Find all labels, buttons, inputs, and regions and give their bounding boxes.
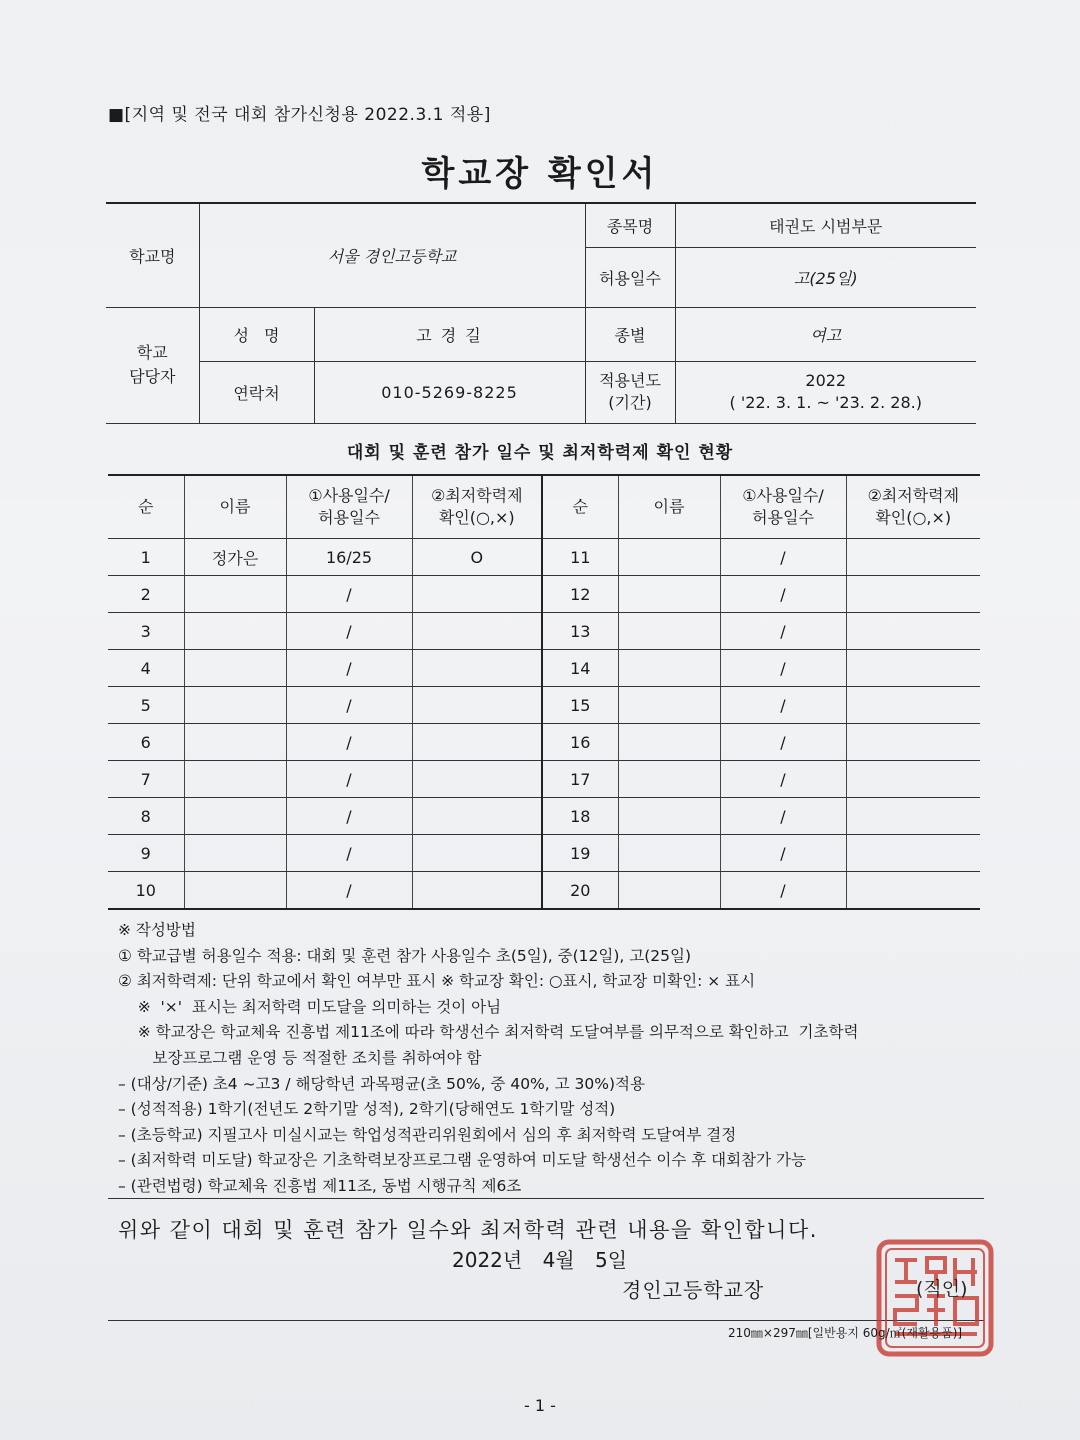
- manager-name-label: 성 명: [199, 307, 314, 361]
- table-row: [108, 687, 980, 724]
- row-check: [412, 650, 542, 687]
- row-name: [184, 761, 286, 798]
- note-line: – (성적적용) 1학기(전년도 2학기말 성적), 2학기(당해연도 1학기말 성적): [118, 1100, 616, 1119]
- row-check: [412, 576, 542, 613]
- confirmation-text: 위와 같이 대회 및 훈련 참가 일수와 최저학력 관련 내용을 확인합니다.: [118, 1218, 818, 1242]
- row-check: [846, 798, 980, 835]
- row-days: /: [720, 761, 846, 798]
- note-line: – (대상/기준) 초4 ~고3 / 해당학년 과목평균(초 50%, 중 40%, 고 30%)적용: [118, 1074, 645, 1093]
- row-name: [184, 613, 286, 650]
- event-label: 종목명: [585, 203, 675, 247]
- row-days: /: [286, 576, 412, 613]
- manager-name-value: 고 경 길: [314, 307, 585, 361]
- row-check: [846, 687, 980, 724]
- row-days: /: [286, 761, 412, 798]
- status-title: 대회 및 훈련 참가 일수 및 최저학력제 확인 현황: [346, 443, 734, 463]
- document-title: 학교장 확인서: [421, 154, 659, 194]
- divider: [108, 1320, 984, 1321]
- row-no: 7: [108, 761, 184, 798]
- row-check: [412, 798, 542, 835]
- row-days: /: [720, 613, 846, 650]
- divider: [108, 1198, 984, 1199]
- row-check: O: [412, 539, 542, 576]
- row-days: /: [720, 576, 846, 613]
- note-line: ② 최저학력제: 단위 학교에서 확인 여부만 표시 ※ 학교장 확인: ○표시, 학교장 미확인: × 표시: [118, 972, 756, 991]
- row-check: [846, 650, 980, 687]
- year-cell: [675, 361, 976, 423]
- row-name: [618, 724, 720, 761]
- row-name: [184, 650, 286, 687]
- contact-value: 010-5269-8225: [314, 361, 585, 423]
- row-no: 14: [542, 650, 618, 687]
- row-check: [412, 613, 542, 650]
- row-no: 4: [108, 650, 184, 687]
- row-no: 2: [108, 576, 184, 613]
- row-check: [846, 761, 980, 798]
- note-line: ※ 학교장은 학교체육 진흥법 제11조에 따라 학생선수 최저학력 도달여부를 의무적으로 확인하고 기초학력: [118, 1023, 859, 1042]
- period-value: ( '22. 3. 1. ~ '23. 2. 28.): [729, 393, 922, 412]
- note-line: ① 학교급별 허용일수 적용: 대회 및 훈련 참가 사용일수 초(5일), 중(12일), 고(25일): [118, 946, 692, 965]
- header-days: ①사용일수/ 허용일수: [286, 475, 412, 539]
- row-days: /: [286, 687, 412, 724]
- seal-label: (직인): [916, 1278, 968, 1300]
- header-name: 이름: [184, 475, 286, 539]
- header-no: 순: [108, 475, 184, 539]
- instructions: [118, 918, 998, 1200]
- paper-spec: 210㎜×297㎜[일반용지 60g/㎡(재활용품)]: [728, 1326, 963, 1340]
- row-days: /: [720, 687, 846, 724]
- manager-label: 학교 담당자: [106, 307, 199, 423]
- row-no: 9: [108, 835, 184, 872]
- table-row: [108, 576, 980, 613]
- row-days: /: [720, 872, 846, 910]
- row-days: /: [720, 650, 846, 687]
- row-days: /: [720, 835, 846, 872]
- row-check: [412, 687, 542, 724]
- row-no: 6: [108, 724, 184, 761]
- row-name: [618, 650, 720, 687]
- header-days: ①사용일수/ 허용일수: [720, 475, 846, 539]
- form-tagline: ■[지역 및 전국 대회 참가신청용 2022.3.1 적용]: [108, 105, 491, 125]
- row-days: 16/25: [286, 539, 412, 576]
- row-no: 19: [542, 835, 618, 872]
- participation-table: [108, 474, 980, 910]
- allowed-days-label: 허용일수: [585, 247, 675, 307]
- note-line: – (최저학력 미도달) 학교장은 기초학력보장프로그램 운영하여 미도달 학생선수 이수 후 대회참가 가능: [118, 1151, 806, 1170]
- row-no: 3: [108, 613, 184, 650]
- row-check: [846, 539, 980, 576]
- row-name: [184, 798, 286, 835]
- row-days: /: [286, 835, 412, 872]
- principal-title: 경인고등학교장: [622, 1278, 765, 1302]
- school-name-value: 서울 경인고등학교: [199, 203, 585, 307]
- row-name: [184, 835, 286, 872]
- contact-label: 연락처: [199, 361, 314, 423]
- row-check: [846, 872, 980, 910]
- row-check: [412, 872, 542, 910]
- event-value: 태권도 시범부문: [675, 203, 976, 247]
- allowed-days-value: 고(25일): [675, 247, 976, 307]
- header-no: 순: [542, 475, 618, 539]
- header-check: ②최저학력제 확인(○,×): [846, 475, 980, 539]
- row-no: 12: [542, 576, 618, 613]
- note-line: – (초등학교) 지필고사 미실시교는 학업성적관리위원회에서 심의 후 최저학력 도달여부 결정: [118, 1125, 737, 1144]
- row-check: [846, 724, 980, 761]
- school-info-table: [106, 202, 976, 424]
- table-row: [108, 539, 980, 576]
- header-name: 이름: [618, 475, 720, 539]
- row-no: 17: [542, 761, 618, 798]
- row-name: [618, 798, 720, 835]
- note-line: ※ '×' 표시는 최저학력 미도달을 의미하는 것이 아님: [118, 997, 502, 1016]
- row-no: 13: [542, 613, 618, 650]
- row-name: [184, 576, 286, 613]
- row-no: 18: [542, 798, 618, 835]
- row-days: /: [286, 613, 412, 650]
- note-line: ※ 작성방법: [118, 921, 196, 939]
- year-value: 2022: [805, 371, 847, 390]
- table-row: [108, 835, 980, 872]
- row-name: [618, 613, 720, 650]
- category-label: 종별: [585, 307, 675, 361]
- row-name: [184, 724, 286, 761]
- row-days: /: [286, 650, 412, 687]
- table-row: [108, 613, 980, 650]
- row-name: [618, 835, 720, 872]
- year-label: 적용년도 (기간): [585, 361, 675, 423]
- table-row: [108, 724, 980, 761]
- table-row: [108, 650, 980, 687]
- row-check: [412, 835, 542, 872]
- row-name: [618, 576, 720, 613]
- row-name: [618, 687, 720, 724]
- row-days: /: [720, 724, 846, 761]
- school-name-label: 학교명: [106, 203, 199, 307]
- row-name: [618, 761, 720, 798]
- note-line: – (관련법령) 학교체육 진흥법 제11조, 동법 시행규칙 제6조: [118, 1176, 522, 1195]
- row-no: 5: [108, 687, 184, 724]
- row-no: 10: [108, 872, 184, 910]
- row-check: [412, 724, 542, 761]
- page-number: - 1 -: [524, 1396, 556, 1415]
- row-check: [412, 761, 542, 798]
- row-name: 정가은: [184, 539, 286, 576]
- category-value: 여고: [675, 307, 976, 361]
- row-days: /: [286, 798, 412, 835]
- signature-date: 2022년 4월 5일: [452, 1248, 628, 1272]
- row-days: /: [286, 724, 412, 761]
- row-no: 20: [542, 872, 618, 910]
- row-days: /: [720, 798, 846, 835]
- row-no: 11: [542, 539, 618, 576]
- table-row: [108, 761, 980, 798]
- row-days: /: [286, 872, 412, 910]
- row-days: /: [720, 539, 846, 576]
- row-check: [846, 613, 980, 650]
- table-row: [108, 872, 980, 910]
- table-row: [108, 798, 980, 835]
- row-no: 16: [542, 724, 618, 761]
- note-line: 보장프로그램 운영 등 적절한 조치를 취하여야 함: [118, 1048, 482, 1067]
- row-name: [618, 539, 720, 576]
- row-name: [184, 687, 286, 724]
- row-no: 8: [108, 798, 184, 835]
- row-no: 1: [108, 539, 184, 576]
- header-check: ②최저학력제 확인(○,×): [412, 475, 542, 539]
- row-name: [184, 872, 286, 910]
- table-header-row: [108, 475, 980, 539]
- row-name: [618, 872, 720, 910]
- row-check: [846, 576, 980, 613]
- row-no: 15: [542, 687, 618, 724]
- row-check: [846, 835, 980, 872]
